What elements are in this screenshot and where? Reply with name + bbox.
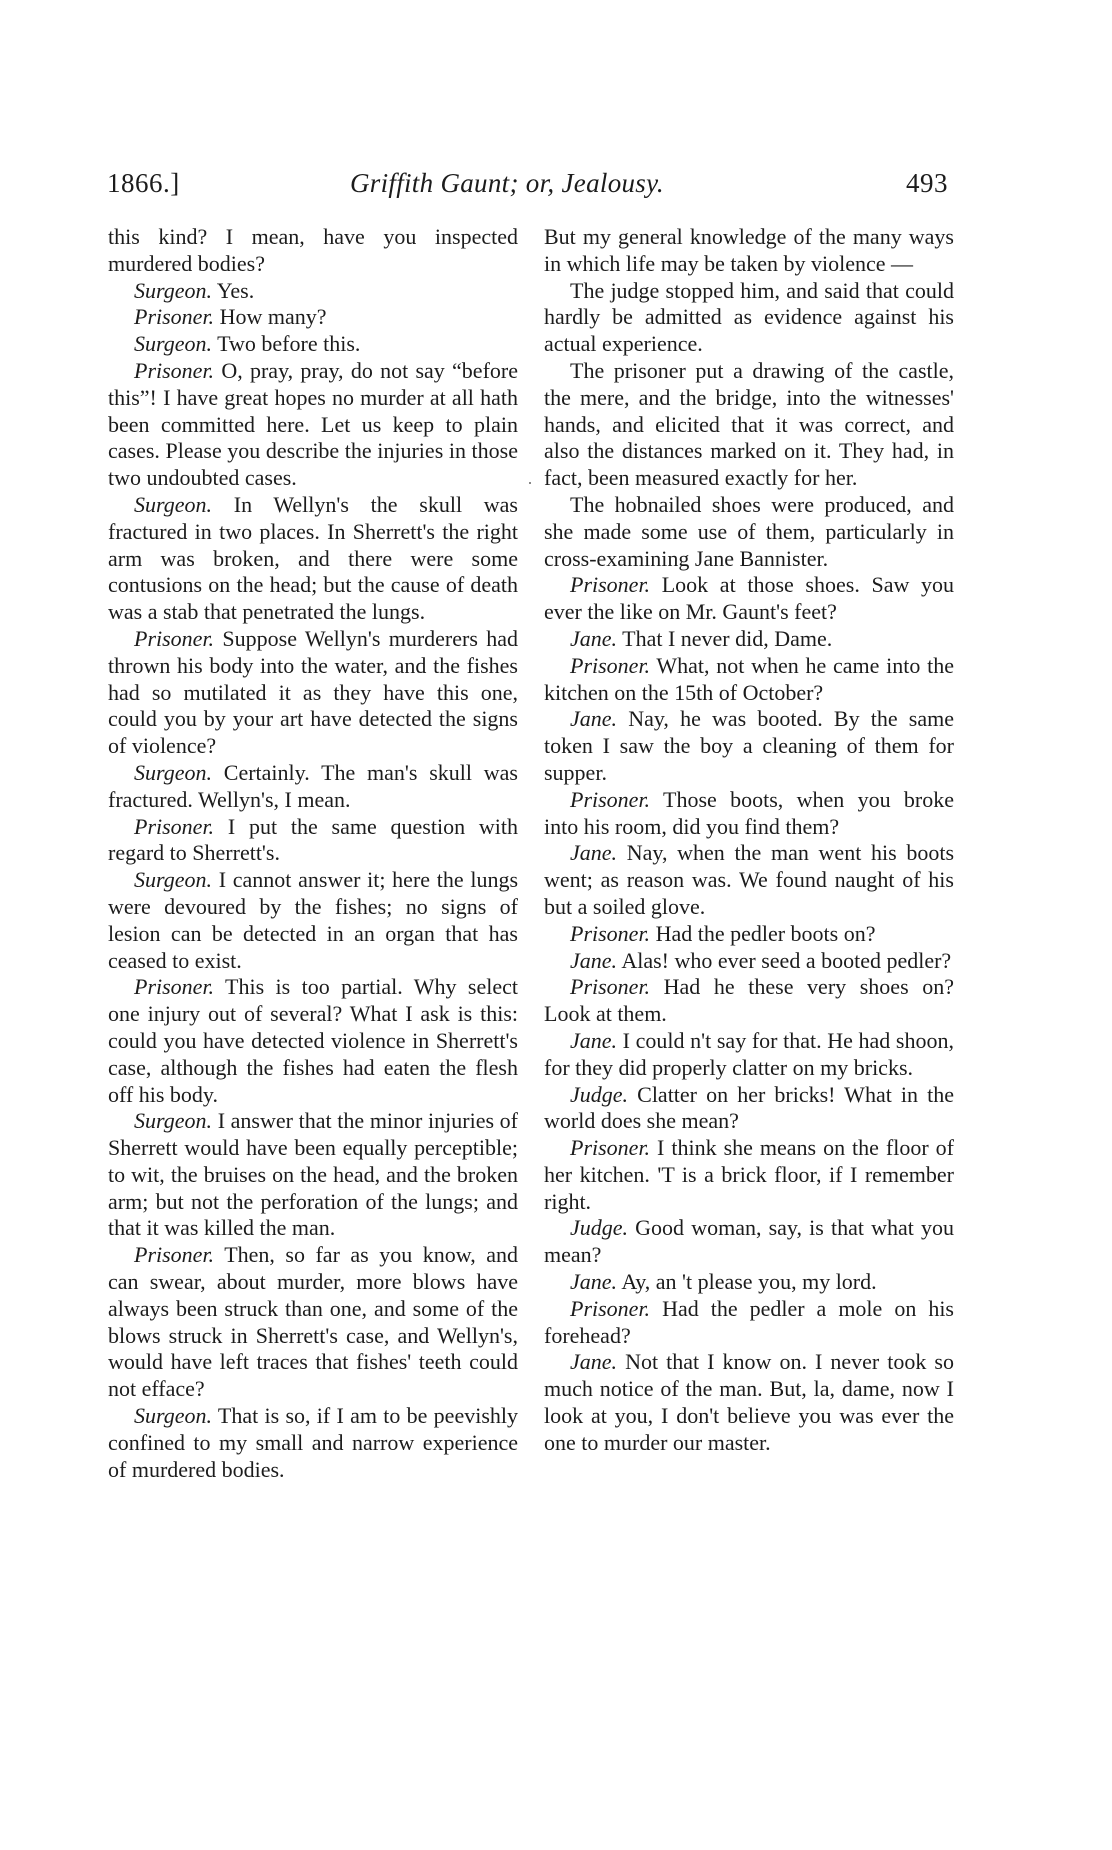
paragraph	[108, 331, 518, 358]
paragraph-text: Suppose Wellyn's murderers had thrown his body into the water, and the fishes had so mutilated it as they have this one, could you by your art have detected the signs of violence?	[108, 625, 518, 759]
paragraph-text: This is too partial. Why select one injury out of several? What I ask is this: could you have detected violence in Sherrett's case, although the fishes had eaten the flesh off his body.	[108, 974, 518, 1107]
paragraph-text: Yes.	[216, 277, 255, 303]
speaker-name: Prisoner.	[134, 974, 215, 1000]
paragraph	[544, 974, 954, 1028]
paragraph	[108, 974, 518, 1108]
paragraph-text: O, pray, pray, do not say “before this”! I have great hopes no murder at all hath been committed here. Let us keep to plain cases. Please you describe the injuries in those two undoubted cases.	[108, 357, 518, 491]
paragraph-text: What, not when he came into the kitchen on the 15th of October?	[544, 652, 954, 705]
speaker-name: Prisoner.	[570, 786, 651, 812]
speaker-name: Jane.	[570, 1349, 618, 1375]
paragraph	[108, 358, 518, 492]
speaker-name: Prisoner.	[570, 1295, 651, 1321]
speaker-name: Jane.	[570, 625, 618, 651]
speaker-name: Surgeon.	[134, 759, 213, 785]
paragraph	[544, 224, 954, 278]
speaker-name: Surgeon.	[134, 331, 213, 357]
paragraph	[108, 304, 518, 331]
speaker-name: Prisoner.	[134, 1242, 215, 1268]
paragraph	[108, 814, 518, 868]
paragraph-text: The hobnailed shoes were produced, and she made some use of them, particularly in cross-examining Jane Bannister.	[544, 491, 954, 571]
paragraph	[544, 572, 954, 626]
speaker-name: Judge.	[570, 1081, 629, 1107]
paragraph	[544, 492, 954, 572]
paragraph-text: That is so, if I am to be peevishly confined to my small and narrow experience of murdered bodies.	[108, 1403, 518, 1482]
speaker-name: Jane.	[570, 840, 618, 866]
paragraph-text: That I never did, Dame.	[622, 625, 833, 651]
paragraph	[108, 492, 518, 626]
paragraph-text: In Wellyn's the skull was fractured in two places. In Sherrett's the right arm was broken, and there were some contusions on the head; but the cause of death was a stab that penetrated the lungs.	[108, 491, 518, 625]
paragraph	[544, 1349, 954, 1456]
paragraph	[108, 224, 518, 278]
paragraph	[544, 1296, 954, 1350]
paragraph-text: Ay, an 't please you, my lord.	[621, 1269, 877, 1295]
paragraph-text: Two before this.	[217, 331, 361, 357]
paragraph	[108, 278, 518, 305]
paragraph-text: I put the same question with regard to Sherrett's.	[108, 813, 518, 866]
speaker-name: Jane.	[570, 1027, 618, 1053]
speaker-name: Prisoner.	[134, 357, 215, 383]
speaker-name: Prisoner.	[134, 304, 215, 330]
left-column	[108, 224, 518, 1483]
paragraph	[108, 626, 518, 760]
paragraph-text: Look at those shoes. Saw you ever the like on Mr. Gaunt's feet?	[544, 572, 955, 625]
paragraph-text: But my general knowledge of the many ways in which life may be taken by violence —	[544, 224, 954, 276]
paragraph-text: Clatter on her bricks! What in the world does she mean?	[544, 1081, 955, 1134]
paragraph-text: Then, so far as you know, and can swear, about murder, more blows have always been struck than one, and some of the blows struck in Sherrett's case, and Wellyn's, would have left traces that fishes' teeth could not efface?	[108, 1242, 518, 1402]
speaker-name: Prisoner.	[570, 652, 651, 678]
speaker-name: Jane.	[570, 947, 618, 973]
paragraph-text: Alas! who ever seed a booted pedler?	[621, 947, 952, 973]
paragraph-text: Those boots, when you broke into his room, did you find them?	[544, 786, 954, 839]
paragraph-text: I cannot answer it; here the lungs were devoured by the fishes; no signs of lesion can be detected in an organ that has ceased to exist.	[108, 867, 519, 973]
paragraph	[544, 278, 954, 358]
speaker-name: Surgeon.	[134, 1108, 213, 1134]
paragraph-text: Had the pedler a mole on his forehead?	[544, 1295, 954, 1348]
paragraph	[544, 840, 954, 920]
paragraph	[544, 358, 954, 492]
paragraph-text: this kind? I mean, have you inspected murdered bodies?	[108, 224, 518, 276]
speaker-name: Surgeon.	[134, 867, 213, 893]
paragraph-text: The prisoner put a drawing of the castle, the mere, and the bridge, into the witnesses' hands, and elicited that it was correct, and also the distances marked on it. They had, in fact, been measured exactly for her.	[544, 357, 954, 491]
paragraph-text: I could n't say for that. He had shoon, for they did properly clatter on my bricks.	[544, 1027, 954, 1080]
paragraph	[108, 1242, 518, 1403]
paragraph-text: The judge stopped him, and said that could hardly be admitted as evidence against his actual experience.	[544, 277, 954, 357]
paragraph	[108, 1403, 518, 1483]
paragraph	[108, 760, 518, 814]
speaker-name: Prisoner.	[570, 1135, 651, 1161]
paragraph-text: I answer that the minor injuries of Sherrett would have been equally perceptible; to wit, the bruises on the head, and the broken arm; but not the perforation of the lungs; and that it was killed the man.	[108, 1108, 519, 1241]
header-year: 1866.]	[107, 168, 180, 198]
page-number: 493	[906, 168, 948, 198]
paragraph	[108, 1108, 518, 1242]
paragraph-text: How many?	[219, 304, 327, 330]
running-header	[0, 168, 1112, 208]
speaker-name: Prisoner.	[570, 974, 651, 1000]
speaker-name: Prisoner.	[570, 920, 651, 946]
right-column	[544, 224, 954, 1457]
paragraph	[544, 1082, 954, 1136]
paragraph	[544, 787, 954, 841]
paragraph	[544, 1135, 954, 1215]
print-speck	[529, 482, 531, 484]
paragraph	[544, 626, 954, 653]
paragraph-text: I think she means on the floor of her kitchen. 'T is a brick floor, if I remember right.	[544, 1135, 954, 1214]
speaker-name: Surgeon.	[134, 277, 213, 303]
paragraph	[544, 1215, 954, 1269]
paragraph-text: Good woman, say, is that what you mean?	[544, 1215, 954, 1268]
paragraph-text: Certainly. The man's skull was fractured. Wellyn's, I mean.	[108, 759, 518, 812]
speaker-name: Jane.	[570, 706, 618, 732]
paragraph-text: Nay, he was booted. By the same token I saw the boy a cleaning of them for supper.	[544, 706, 955, 785]
speaker-name: Judge.	[570, 1215, 629, 1241]
paragraph-text: Had the pedler boots on?	[655, 920, 876, 946]
paragraph	[544, 653, 954, 707]
speaker-name: Prisoner.	[570, 572, 651, 598]
paragraph	[544, 1028, 954, 1082]
header-title: Griffith Gaunt; or, Jealousy.	[350, 168, 664, 198]
paragraph	[544, 921, 954, 948]
speaker-name: Surgeon.	[134, 1403, 213, 1429]
paragraph	[544, 1269, 954, 1296]
speaker-name: Jane.	[570, 1269, 618, 1295]
speaker-name: Surgeon.	[134, 491, 213, 517]
speaker-name: Prisoner.	[134, 625, 215, 651]
paragraph-text: Had he these very shoes on? Look at them.	[544, 974, 954, 1027]
paragraph-text: Not that I know on. I never took so much notice of the man. But, la, dame, now I look at you, I don't believe you was ever the one to murder our master.	[544, 1349, 954, 1455]
paragraph	[544, 948, 954, 975]
speaker-name: Prisoner.	[134, 813, 215, 839]
paragraph	[544, 706, 954, 786]
paragraph	[108, 867, 518, 974]
paragraph-text: Nay, when the man went his boots went; as reason was. We found naught of his but a soiled glove.	[544, 840, 955, 919]
